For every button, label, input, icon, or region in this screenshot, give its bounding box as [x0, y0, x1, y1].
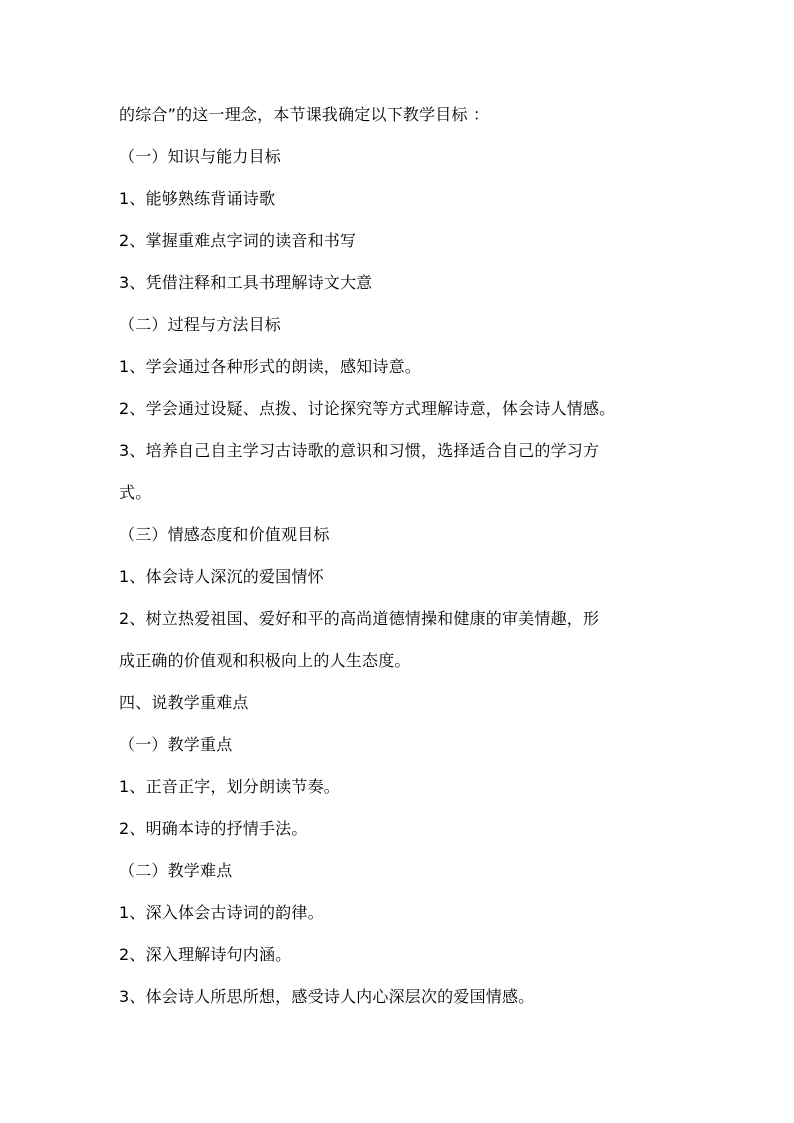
list-item-continuation: 成正确的价值观和积极向上的人生态度。	[119, 651, 411, 670]
list-item: 1、学会通过各种形式的朗读，感知诗意。	[119, 357, 421, 376]
list-item: 1、能够熟练背诵诗歌	[119, 189, 276, 208]
list-item-continuation: 式。	[119, 483, 152, 502]
intro-line: 的综合”的这一理念，本节课我确定以下教学目标 ：	[119, 105, 490, 124]
list-item: 2、明确本诗的抒情手法。	[119, 819, 308, 838]
list-item: 2、树立热爱祖国、爱好和平的高尚道德情操和健康的审美情趣，形	[119, 609, 600, 628]
list-item: 2、学会通过设疑、点拨、讨论探究等方式理解诗意，体会诗人情感。	[119, 399, 616, 418]
list-item: 1、正音正字，划分朗读节奏。	[119, 777, 340, 796]
list-item: 2、深入理解诗句内涵。	[119, 945, 292, 964]
chapter-heading: 四、说教学重难点	[119, 693, 249, 712]
list-item: 1、深入体会古诗词的韵律。	[119, 903, 324, 922]
section-heading-key-points: （一）教学重点	[119, 735, 233, 754]
list-item: 3、体会诗人所思所想，感受诗人内心深层次的爱国情感。	[119, 987, 535, 1006]
section-heading-knowledge: （一）知识与能力目标	[119, 147, 282, 166]
list-item: 1、体会诗人深沉的爱国情怀	[119, 567, 324, 586]
list-item: 3、培养自己自主学习古诗歌的意识和习惯，选择适合自己的学习方	[119, 441, 600, 460]
section-heading-difficulties: （二）教学难点	[119, 861, 233, 880]
list-item: 3、凭借注释和工具书理解诗文大意	[119, 273, 373, 292]
section-heading-emotion: （三）情感态度和价值观目标	[119, 525, 330, 544]
section-heading-process: （二）过程与方法目标	[119, 315, 282, 334]
list-item: 2、掌握重难点字词的读音和书写	[119, 231, 357, 250]
